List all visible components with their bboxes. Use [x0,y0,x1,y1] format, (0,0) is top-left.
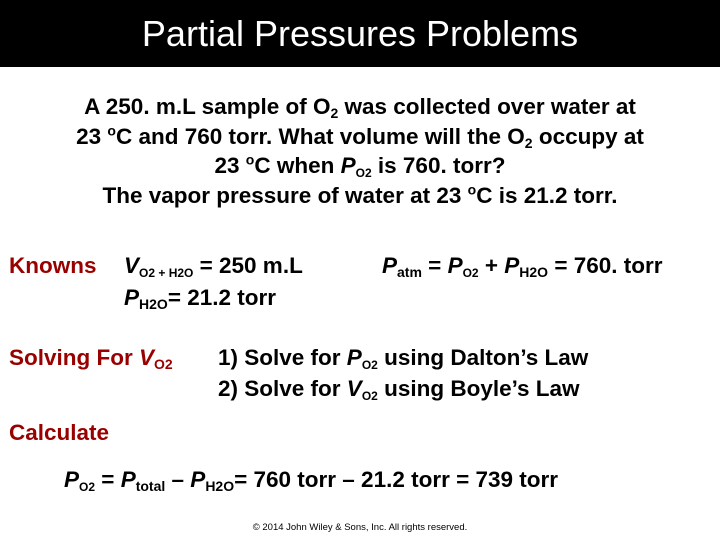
title-bar [0,0,720,67]
problem-line-3: 23 $^o$C when $P_{O2}$ is 760. torr? [214,151,506,180]
solve-step-1: 1) Solve for $P_{O2}$ using Dalton’s Law [218,345,589,372]
problem-statement [0,92,720,210]
problem-line-2: 23 $^o$C and 760 torr. What volume will the $O_2$ occupy at [76,122,644,151]
copyright-notice: © 2014 John Wiley & Sons, Inc. All rights reserved. [252,522,468,533]
knowns-label: Knowns [9,253,97,278]
problem-line-1: A 250. m.L sample of $O_2$ was collected over water at [84,94,636,121]
problem-line-4: The vapor pressure of water at 23 $^o$C is 21.2 torr. [102,181,618,208]
known-atm-pressure: $P_{atm} = P_{O2} + P_{H2O} = 760$. torr [382,253,663,280]
known-volume: $V_{O2 + H2O} = 250$ m.L [124,253,303,280]
page-title: Partial Pressures Problems [141,13,579,54]
solving-for-label: Solving For $V_{O2}$ [9,345,173,372]
calculate-label: Calculate [9,420,110,445]
solve-step-2: 2) Solve for $V_{O2}$ using Boyle’s Law [218,376,580,403]
known-water-pressure: $P_{H2O}= 21.2$ torr [124,285,276,312]
calculation-equation: $P_{O2} = P_{total} - P_{H2O}= 760$ torr – 21.2 torr = 739 torr [64,467,559,494]
